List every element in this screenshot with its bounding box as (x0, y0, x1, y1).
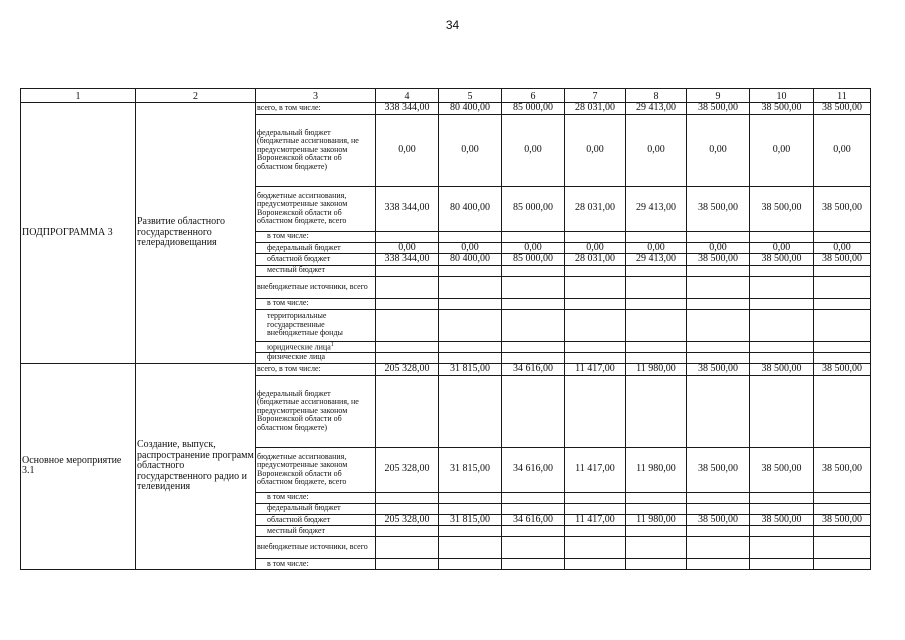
amount-cell (687, 352, 750, 363)
amount-cell (439, 298, 502, 309)
amount-cell: 38 500,00 (687, 103, 750, 115)
amount-cell (376, 341, 439, 352)
column-header: 11 (814, 89, 871, 103)
amount-cell: 38 500,00 (814, 103, 871, 115)
amount-cell: 85 000,00 (502, 103, 565, 115)
table-row (21, 103, 871, 115)
amount-cell (439, 341, 502, 352)
amount-cell (814, 503, 871, 514)
funding-source-cell (256, 103, 376, 115)
amount-cell: 0,00 (687, 114, 750, 186)
amount-cell (750, 298, 814, 309)
amount-cell: 0,00 (687, 242, 750, 254)
amount-cell (376, 309, 439, 341)
amount-cell (626, 276, 687, 298)
amount-cell: 0,00 (565, 114, 626, 186)
amount-cell (687, 231, 750, 242)
amount-cell: 28 031,00 (565, 254, 626, 266)
amount-cell (565, 298, 626, 309)
amount-cell (376, 231, 439, 242)
amount-cell: 38 500,00 (687, 447, 750, 492)
table-header-row (21, 89, 871, 103)
funding-source-cell (256, 231, 376, 242)
amount-cell (502, 265, 565, 276)
amount-cell: 80 400,00 (439, 103, 502, 115)
amount-cell: 80 400,00 (439, 186, 502, 231)
amount-cell (376, 503, 439, 514)
amount-cell (502, 537, 565, 559)
amount-cell: 0,00 (626, 114, 687, 186)
amount-cell (687, 298, 750, 309)
amount-cell (750, 375, 814, 447)
funding-source-cell (256, 352, 376, 363)
funding-source-cell (256, 114, 376, 186)
funding-source-cell (256, 526, 376, 537)
amount-cell: 28 031,00 (565, 103, 626, 115)
amount-cell (439, 276, 502, 298)
amount-cell (439, 309, 502, 341)
amount-cell (439, 492, 502, 503)
amount-cell: 0,00 (502, 242, 565, 254)
amount-cell: 11 980,00 (626, 447, 687, 492)
amount-cell (626, 352, 687, 363)
amount-cell (376, 492, 439, 503)
amount-cell (565, 341, 626, 352)
amount-cell (565, 309, 626, 341)
amount-cell: 85 000,00 (502, 254, 565, 266)
amount-cell (687, 276, 750, 298)
funding-source-label: территориальные государственные внебюджетные фонды (267, 311, 343, 338)
amount-cell: 34 616,00 (502, 514, 565, 526)
funding-source-cell (256, 186, 376, 231)
amount-cell (750, 309, 814, 341)
funding-source-label: бюджетные ассигнования, предусмотренные законом Воронежской области об областном бюджете, всего (257, 451, 348, 486)
funding-source-label: в том числе: (267, 231, 309, 241)
column-header: 8 (626, 89, 687, 103)
amount-cell (565, 231, 626, 242)
amount-cell: 11 417,00 (565, 447, 626, 492)
amount-cell (565, 537, 626, 559)
amount-cell (565, 503, 626, 514)
table-row (21, 363, 871, 375)
amount-cell: 28 031,00 (565, 186, 626, 231)
amount-cell (565, 265, 626, 276)
amount-cell (814, 526, 871, 537)
amount-cell (565, 352, 626, 363)
funding-source-cell (256, 242, 376, 254)
amount-cell (565, 526, 626, 537)
amount-cell (376, 526, 439, 537)
amount-cell (376, 375, 439, 447)
amount-cell (750, 492, 814, 503)
amount-cell (502, 559, 565, 570)
amount-cell: 38 500,00 (750, 254, 814, 266)
amount-cell: 0,00 (376, 114, 439, 186)
amount-cell (439, 375, 502, 447)
column-header: 1 (21, 89, 136, 103)
amount-cell (502, 298, 565, 309)
amount-cell (439, 526, 502, 537)
amount-cell (814, 559, 871, 570)
amount-cell (687, 341, 750, 352)
amount-cell: 11 980,00 (626, 363, 687, 375)
funding-source-cell (256, 492, 376, 503)
amount-cell (687, 265, 750, 276)
column-header: 3 (256, 89, 376, 103)
amount-cell: 0,00 (439, 242, 502, 254)
amount-cell (687, 309, 750, 341)
funding-source-label: областной бюджет (267, 514, 331, 524)
funding-source-cell (256, 298, 376, 309)
funding-source-cell (256, 363, 376, 375)
amount-cell: 38 500,00 (814, 186, 871, 231)
amount-cell: 38 500,00 (750, 514, 814, 526)
program-description-cell: Развитие областного государственного телерадиовещания (136, 103, 256, 364)
amount-cell (565, 559, 626, 570)
amount-cell (626, 341, 687, 352)
funding-source-cell (256, 265, 376, 276)
amount-cell: 85 000,00 (502, 186, 565, 231)
amount-cell (439, 352, 502, 363)
funding-source-label: федеральный бюджет (бюджетные ассигнования, не предусмотренные законом Воронежской области об областном бюджете) (257, 128, 359, 171)
amount-cell (439, 503, 502, 514)
amount-cell: 0,00 (814, 242, 871, 254)
amount-cell: 0,00 (376, 242, 439, 254)
funding-source-label: всего, в том числе: (257, 363, 321, 373)
amount-cell (439, 537, 502, 559)
amount-cell: 38 500,00 (750, 186, 814, 231)
funding-source-label: федеральный бюджет (267, 503, 341, 513)
amount-cell (687, 375, 750, 447)
amount-cell (626, 309, 687, 341)
funding-source-label: областной бюджет (267, 254, 331, 264)
funding-source-label: в том числе: (267, 492, 309, 502)
amount-cell: 0,00 (565, 242, 626, 254)
amount-cell (626, 298, 687, 309)
amount-cell (502, 231, 565, 242)
amount-cell (376, 352, 439, 363)
amount-cell (439, 559, 502, 570)
column-header: 10 (750, 89, 814, 103)
amount-cell: 38 500,00 (750, 103, 814, 115)
funding-source-label: внебюджетные источники, всего (257, 542, 368, 552)
amount-cell: 38 500,00 (814, 363, 871, 375)
amount-cell: 205 328,00 (376, 514, 439, 526)
program-description-cell: Создание, выпуск, распространение программ областного государственного радио и телевидения (136, 363, 256, 570)
amount-cell (439, 265, 502, 276)
amount-cell: 11 417,00 (565, 514, 626, 526)
column-header: 7 (565, 89, 626, 103)
funding-source-label: федеральный бюджет (бюджетные ассигнования, не предусмотренные законом Воронежской области об областном бюджете) (257, 389, 359, 432)
amount-cell (626, 559, 687, 570)
column-header: 2 (136, 89, 256, 103)
funding-source-cell (256, 375, 376, 447)
funding-source-cell (256, 309, 376, 341)
amount-cell: 0,00 (750, 242, 814, 254)
funding-source-label: внебюджетные источники, всего (257, 281, 368, 291)
funding-source-cell (256, 254, 376, 266)
budget-table (20, 88, 871, 570)
program-name-cell: Основное мероприятие 3.1 (21, 363, 136, 570)
amount-cell (814, 537, 871, 559)
amount-cell (502, 526, 565, 537)
amount-cell (814, 492, 871, 503)
amount-cell (502, 352, 565, 363)
funding-source-cell (256, 503, 376, 514)
amount-cell: 38 500,00 (687, 186, 750, 231)
amount-cell: 80 400,00 (439, 254, 502, 266)
amount-cell (376, 559, 439, 570)
amount-cell (376, 276, 439, 298)
amount-cell: 29 413,00 (626, 186, 687, 231)
amount-cell: 34 616,00 (502, 363, 565, 375)
funding-source-label: бюджетные ассигнования, предусмотренные законом Воронежской области об областном бюджете, всего (257, 190, 348, 225)
amount-cell: 38 500,00 (814, 447, 871, 492)
amount-cell: 0,00 (750, 114, 814, 186)
amount-cell (814, 309, 871, 341)
amount-cell: 0,00 (439, 114, 502, 186)
amount-cell (502, 375, 565, 447)
amount-cell: 205 328,00 (376, 447, 439, 492)
amount-cell: 338 344,00 (376, 103, 439, 115)
amount-cell (565, 276, 626, 298)
amount-cell (439, 231, 502, 242)
amount-cell (750, 526, 814, 537)
amount-cell (626, 503, 687, 514)
funding-source-label: местный бюджет (267, 525, 325, 535)
amount-cell: 31 815,00 (439, 514, 502, 526)
amount-cell (626, 526, 687, 537)
amount-cell: 0,00 (814, 114, 871, 186)
amount-cell (502, 492, 565, 503)
amount-cell (750, 503, 814, 514)
amount-cell: 11 980,00 (626, 514, 687, 526)
amount-cell (565, 492, 626, 503)
amount-cell: 29 413,00 (626, 254, 687, 266)
funding-source-cell (256, 341, 376, 352)
amount-cell (502, 341, 565, 352)
column-header: 5 (439, 89, 502, 103)
amount-cell: 31 815,00 (439, 447, 502, 492)
amount-cell (376, 265, 439, 276)
funding-source-cell (256, 537, 376, 559)
amount-cell (750, 231, 814, 242)
amount-cell (814, 265, 871, 276)
amount-cell: 38 500,00 (687, 363, 750, 375)
amount-cell (376, 537, 439, 559)
amount-cell (814, 276, 871, 298)
amount-cell: 34 616,00 (502, 447, 565, 492)
funding-source-label: в том числе: (267, 298, 309, 308)
amount-cell: 0,00 (626, 242, 687, 254)
amount-cell: 0,00 (502, 114, 565, 186)
amount-cell (626, 231, 687, 242)
amount-cell (750, 276, 814, 298)
funding-source-cell (256, 447, 376, 492)
amount-cell: 11 417,00 (565, 363, 626, 375)
amount-cell: 38 500,00 (750, 363, 814, 375)
amount-cell (626, 537, 687, 559)
funding-source-cell (256, 514, 376, 526)
amount-cell (814, 375, 871, 447)
amount-cell: 38 500,00 (687, 514, 750, 526)
amount-cell: 38 500,00 (750, 447, 814, 492)
footnote-marker: 1 (330, 341, 334, 348)
amount-cell (626, 492, 687, 503)
amount-cell (750, 341, 814, 352)
amount-cell (687, 503, 750, 514)
amount-cell (502, 503, 565, 514)
amount-cell: 31 815,00 (439, 363, 502, 375)
program-name-cell: ПОДПРОГРАММА 3 (21, 103, 136, 364)
column-header: 6 (502, 89, 565, 103)
amount-cell (502, 309, 565, 341)
funding-source-label: местный бюджет (267, 265, 325, 275)
amount-cell (565, 375, 626, 447)
amount-cell (376, 298, 439, 309)
amount-cell (750, 352, 814, 363)
funding-source-label: федеральный бюджет (267, 242, 341, 252)
funding-source-cell (256, 276, 376, 298)
amount-cell (687, 537, 750, 559)
amount-cell: 338 344,00 (376, 186, 439, 231)
amount-cell (750, 265, 814, 276)
amount-cell (626, 375, 687, 447)
amount-cell: 29 413,00 (626, 103, 687, 115)
column-header: 9 (687, 89, 750, 103)
amount-cell (502, 276, 565, 298)
amount-cell (687, 492, 750, 503)
amount-cell (626, 265, 687, 276)
amount-cell: 205 328,00 (376, 363, 439, 375)
amount-cell (687, 559, 750, 570)
amount-cell (814, 352, 871, 363)
funding-source-label: в том числе: (267, 558, 309, 568)
funding-source-label: всего, в том числе: (257, 103, 321, 113)
column-header: 4 (376, 89, 439, 103)
page-number: 34 (445, 18, 460, 32)
amount-cell: 38 500,00 (814, 514, 871, 526)
amount-cell (750, 559, 814, 570)
amount-cell (814, 231, 871, 242)
amount-cell (814, 341, 871, 352)
funding-source-label: юридические лица (267, 342, 331, 352)
amount-cell: 38 500,00 (687, 254, 750, 266)
amount-cell: 338 344,00 (376, 254, 439, 266)
amount-cell (750, 537, 814, 559)
amount-cell (687, 526, 750, 537)
funding-source-label: физические лица (267, 352, 326, 362)
amount-cell (814, 298, 871, 309)
funding-source-cell (256, 559, 376, 570)
amount-cell: 38 500,00 (814, 254, 871, 266)
